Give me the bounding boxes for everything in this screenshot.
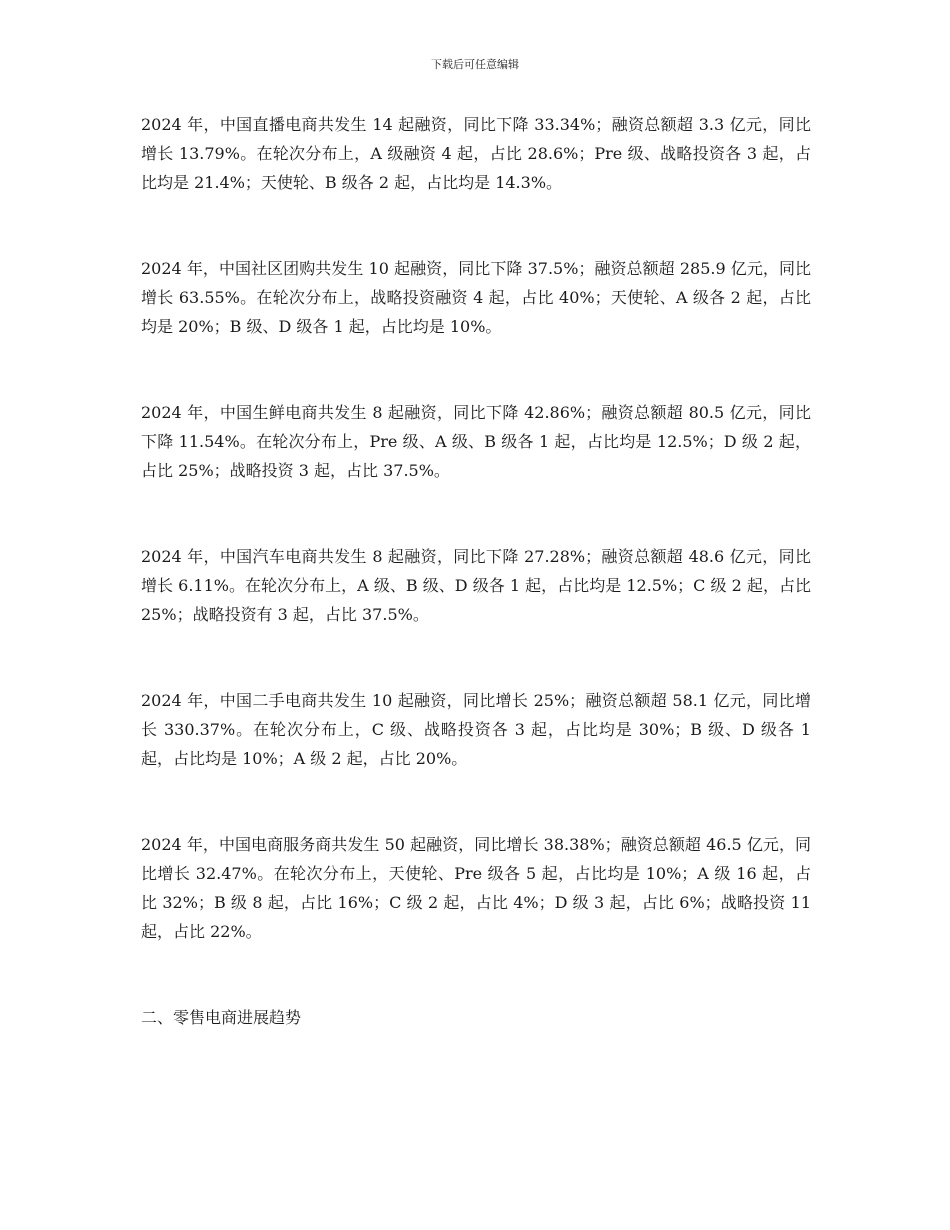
paragraph-live-streaming-ecommerce: 2024 年，中国直播电商共发生 14 起融资，同比下降 33.34%；融资总额超 3.3 亿元，同比增长 13.79%。在轮次分布上，A 级融资 4 起，占比 28.6%；Pre 级、战略投资各 3 起，占比均是 21.4%；天使轮、B 级各 2 起，占比均是 14.3%。 [141, 115, 811, 192]
paragraph-fresh-food-ecommerce: 2024 年，中国生鲜电商共发生 8 起融资，同比下降 42.86%；融资总额超 80.5 亿元，同比下降 11.54%。在轮次分布上，Pre 级、A 级、B 级各 1 起，占比均是 12.5%；D 级 2 起，占比 25%；战略投资 3 起，占比 37.5%。 [141, 403, 811, 480]
section-heading: 二、零售电商进展趋势 [141, 1008, 302, 1027]
paragraph-second-hand-ecommerce: 2024 年，中国二手电商共发生 10 起融资，同比增长 25%；融资总额超 58.1 亿元，同比增长 330.37%。在轮次分布上，C 级、战略投资各 3 起，占比均是 30%；B 级、D 级各 1 起，占比均是 10%；A 级 2 起，占比 20%。 [141, 691, 811, 768]
paragraph-ecommerce-service-providers: 2024 年，中国电商服务商共发生 50 起融资，同比增长 38.38%；融资总额超 46.5 亿元，同比增长 32.47%。在轮次分布上，天使轮、Pre 级各 5 起，占比均是 10%；A 级 16 起，占比 32%；B 级 8 起，占比 16%；C 级 2 起，占比 4%；D 级 3 起，占比 6%；战略投资 11 起，占比 22%。 [141, 835, 811, 941]
paragraph-auto-ecommerce: 2024 年，中国汽车电商共发生 8 起融资，同比下降 27.28%；融资总额超 48.6 亿元，同比增长 6.11%。在轮次分布上，A 级、B 级、D 级各 1 起，占比均是 12.5%；C 级 2 起，占比 25%；战略投资有 3 起，占比 37.5%。 [141, 547, 811, 624]
paragraph-community-group-buying: 2024 年，中国社区团购共发生 10 起融资，同比下降 37.5%；融资总额超 285.9 亿元，同比增长 63.55%。在轮次分布上，战略投资融资 4 起，占比 40%；天使轮、A 级各 2 起，占比均是 20%；B 级、D 级各 1 起，占比均是 10%。 [141, 259, 811, 336]
document-body [141, 110, 811, 1032]
page-header: 下载后可任意编辑 [431, 58, 519, 71]
